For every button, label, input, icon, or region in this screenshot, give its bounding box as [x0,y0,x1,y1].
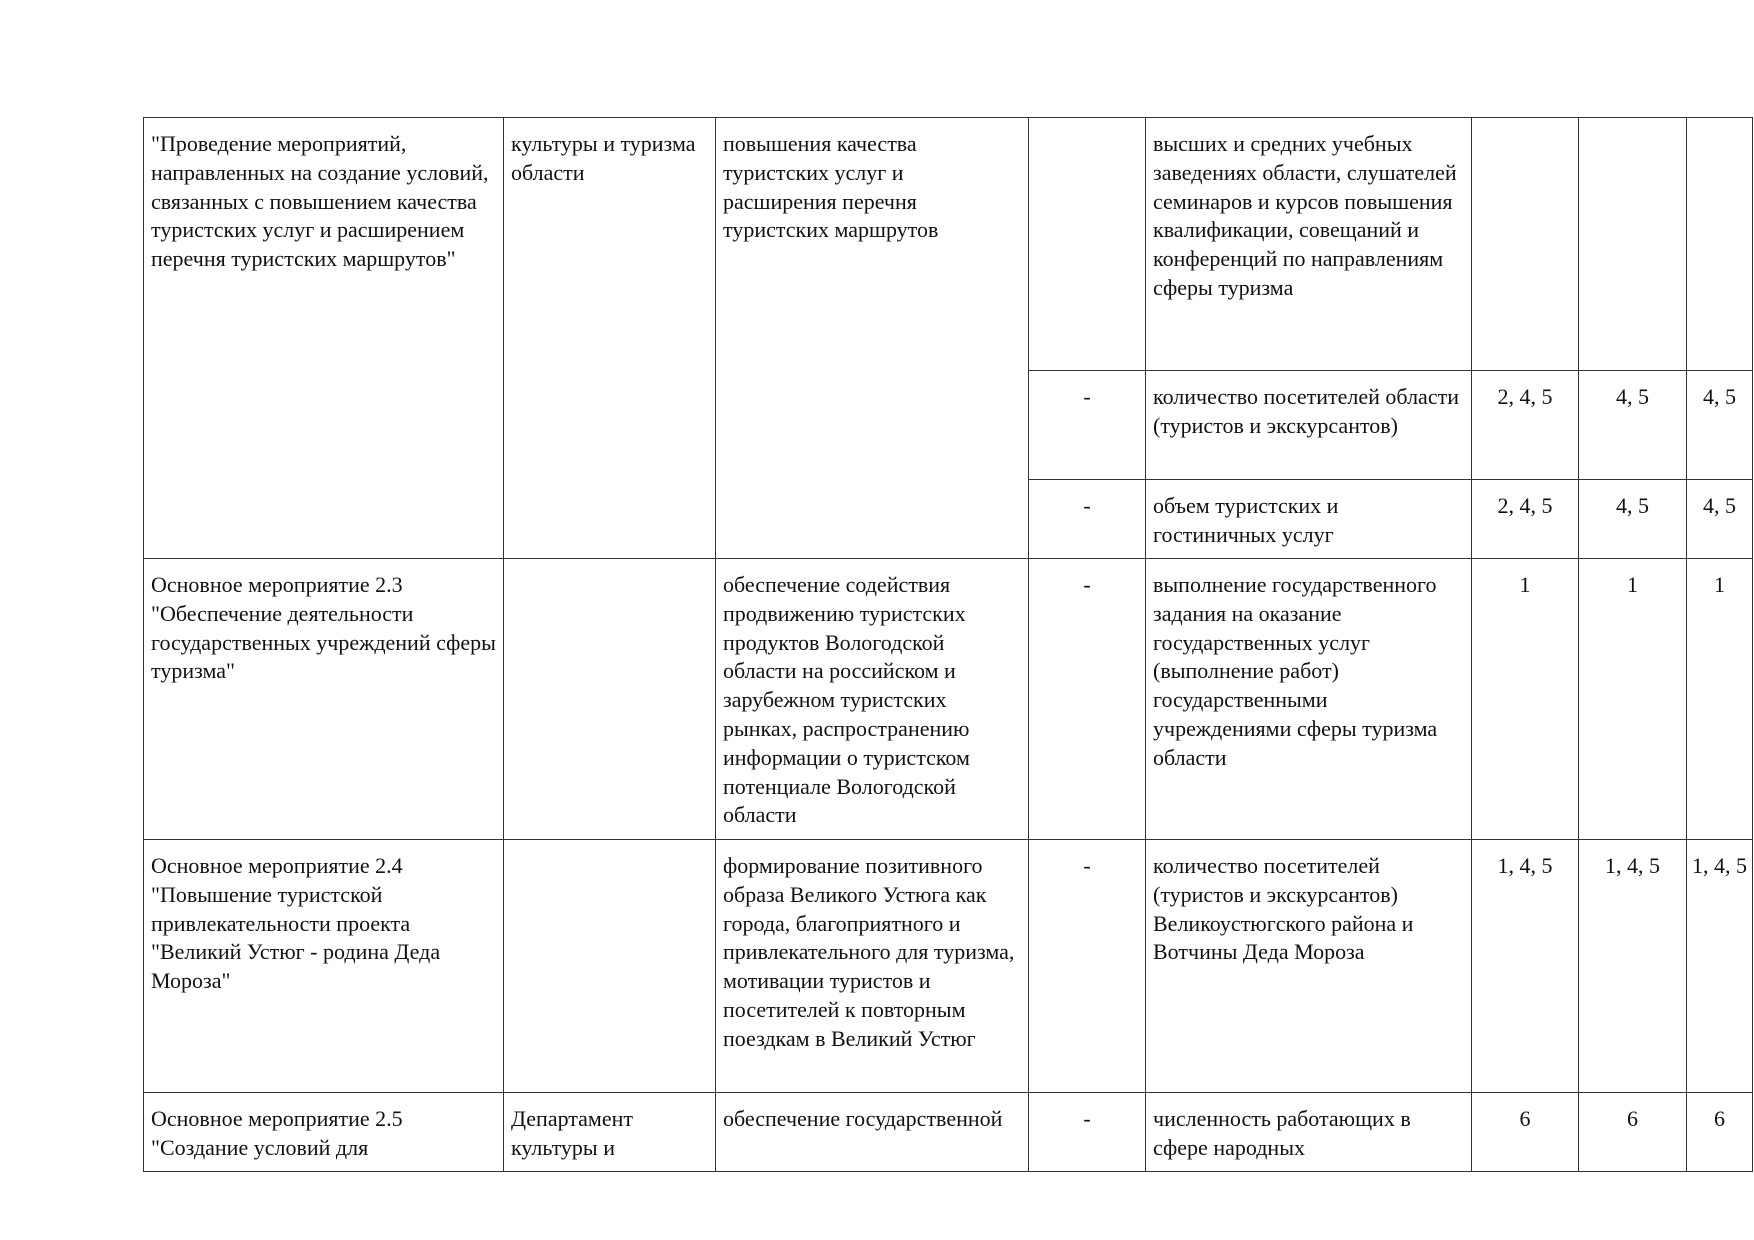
event-cell: Основное мероприятие 2.4 "Повышение туристской привлекательности проекта "Великий Устюг - родина Деда Мороза" [144,840,504,1093]
program-table [143,117,1753,1172]
indicator-cell: численность работающих в сфере народных [1146,1093,1472,1172]
indicator-cell: объем туристских и гостиничных услуг [1146,480,1472,559]
event-cell: "Проведение мероприятий, направленных на создание условий, связанных с повышением качества туристских услуг и расширением перечня туристских маршрутов" [144,118,504,559]
result-cell: повышения качества туристских услуг и расширения перечня туристских маршрутов [716,118,1029,559]
table-row [144,1093,1753,1172]
executor-cell: культуры и туризма области [504,118,716,559]
value-cell [1687,118,1753,371]
executor-cell: Департамент культуры и [504,1093,716,1172]
value-cell: 6 [1472,1093,1579,1172]
dash-cell: - [1029,371,1146,480]
value-cell: 1, 4, 5 [1687,840,1753,1093]
value-cell: 6 [1579,1093,1687,1172]
event-cell: Основное мероприятие 2.3 "Обеспечение деятельности государственных учреждений сферы туризма" [144,559,504,840]
result-cell: обеспечение государственной [716,1093,1029,1172]
value-cell [1579,118,1687,371]
value-cell: 1 [1579,559,1687,840]
value-cell: 1 [1472,559,1579,840]
value-cell: 1, 4, 5 [1472,840,1579,1093]
value-cell: 4, 5 [1579,371,1687,480]
dash-cell: - [1029,480,1146,559]
value-cell: 4, 5 [1579,480,1687,559]
indicator-cell: количество посетителей области (туристов и экскурсантов) [1146,371,1472,480]
event-cell: Основное мероприятие 2.5 "Создание условий для [144,1093,504,1172]
dash-cell: - [1029,1093,1146,1172]
indicator-cell: высших и средних учебных заведениях области, слушателей семинаров и курсов повышения квалификации, совещаний и конференций по направлениям сферы туризма [1146,118,1472,371]
dash-cell: - [1029,840,1146,1093]
value-cell: 2, 4, 5 [1472,371,1579,480]
dash-cell: - [1029,559,1146,840]
table-row [144,559,1753,840]
value-cell: 2, 4, 5 [1472,480,1579,559]
indicator-cell: количество посетителей (туристов и экскурсантов) Великоустюгского района и Вотчины Деда Мороза [1146,840,1472,1093]
result-cell: обеспечение содействия продвижению туристских продуктов Вологодской области на российском и зарубежном туристских рынках, распространению информации о туристском потенциале Вологодской области [716,559,1029,840]
value-cell: 4, 5 [1687,480,1753,559]
value-cell: 6 [1687,1093,1753,1172]
executor-cell [504,559,716,840]
result-cell: формирование позитивного образа Великого Устюга как города, благоприятного и привлекательного для туризма, мотивации туристов и посетителей к повторным поездкам в Великий Устюг [716,840,1029,1093]
executor-cell [504,840,716,1093]
value-cell: 4, 5 [1687,371,1753,480]
indicator-cell: выполнение государственного задания на оказание государственных услуг (выполнение работ) государственными учреждениями сферы туризма области [1146,559,1472,840]
value-cell: 1, 4, 5 [1579,840,1687,1093]
table-row [144,840,1753,1093]
table-row [144,118,1753,371]
value-cell [1472,118,1579,371]
dash-cell [1029,118,1146,371]
value-cell: 1 [1687,559,1753,840]
